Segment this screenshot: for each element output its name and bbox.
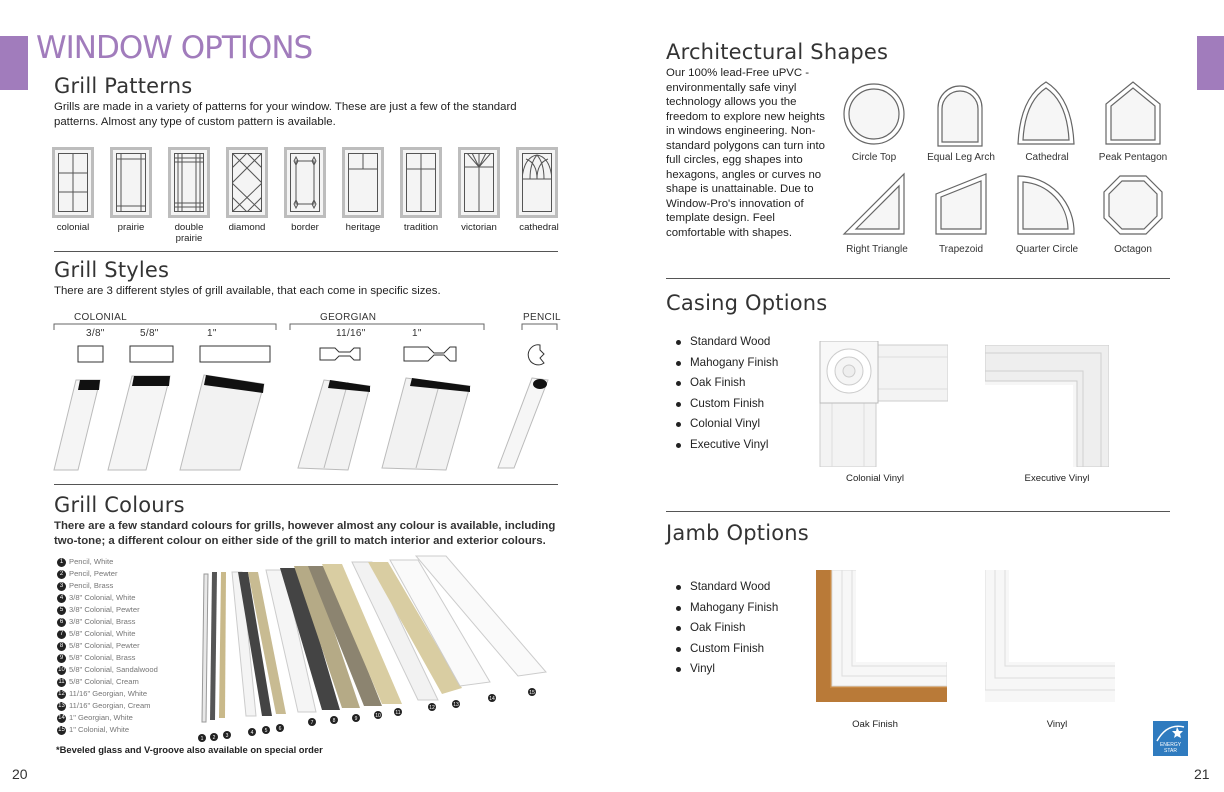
energy-star-logo (1153, 721, 1188, 756)
colour-sample-number: 15 (529, 690, 535, 696)
pencil-group-label: PENCIL (523, 312, 561, 323)
item-number: 14 (58, 714, 65, 721)
item-label: 3/8" Colonial, Brass (69, 617, 136, 626)
item-number: 13 (58, 702, 65, 709)
size-label: 1" (207, 328, 217, 339)
pattern-label: heritage (345, 222, 381, 233)
photo-caption: Colonial Vinyl (846, 473, 904, 484)
colour-sample-number: 10 (375, 713, 381, 719)
item-number: 8 (57, 642, 66, 651)
colour-sample-number: 14 (489, 696, 495, 702)
list-item: Mahogany Finish (674, 598, 778, 619)
item-number: 12 (58, 690, 65, 697)
shape-label: Peak Pentagon (1098, 152, 1168, 163)
colour-sample-number: 13 (453, 702, 459, 708)
colour-list-item (57, 580, 207, 592)
pattern-prairie (110, 147, 152, 218)
item-label: Pencil, Pewter (69, 569, 118, 578)
casing-options-heading: Casing Options (666, 291, 828, 315)
list-item: Oak Finish (674, 618, 778, 639)
colour-list-item (57, 676, 207, 688)
pattern-label: colonial (56, 222, 90, 233)
pattern-label: double prairie (174, 222, 204, 244)
colour-list-item (57, 556, 207, 568)
item-number: 6 (57, 618, 66, 627)
divider (666, 511, 1170, 512)
divider (54, 484, 558, 485)
grill-styles-diagram (52, 318, 562, 473)
grill-styles-description: There are 3 different styles of grill available, that each come in specific sizes. (54, 285, 441, 297)
architectural-shapes-description: Our 100% lead-Free uPVC - environmentally safe vinyl technology allows you the freedom to explore new heights in windows engineering. Non-standard polygons can turn into full circles, egg shapes into hexagons, angles or curves no shape is unattainable. Due to Window-Pro's innovation of template design. Feel comfortable with shapes. (666, 67, 825, 239)
colour-list-item (57, 640, 207, 652)
grill-colours-heading: Grill Colours (54, 493, 185, 517)
list-item: Vinyl (674, 659, 778, 680)
colour-list-item (57, 700, 207, 712)
colour-sample-number: 7 (310, 720, 314, 726)
pattern-border (284, 147, 326, 218)
list-item: Colonial Vinyl (674, 414, 778, 435)
colour-sample-number: 5 (264, 728, 268, 734)
item-number: 9 (57, 654, 66, 663)
page-number-right: 21 (1194, 766, 1210, 782)
colour-sample-number: 12 (429, 705, 435, 711)
list-item: Mahogany Finish (674, 353, 778, 374)
item-label: 1" Colonial, White (69, 725, 130, 734)
shape-label: Octagon (1114, 244, 1152, 255)
size-label: 5/8" (140, 328, 159, 339)
item-label: 1" Georgian, White (69, 713, 133, 722)
shape-label: Equal Leg Arch (927, 152, 995, 163)
item-label: 5/8" Colonial, White (69, 629, 136, 638)
item-label: 5/8" Colonial, Brass (69, 653, 136, 662)
colour-sample-number: 8 (332, 718, 336, 724)
colour-list-item (57, 724, 207, 736)
item-label: Pencil, White (69, 557, 114, 566)
colour-list-item (57, 712, 207, 724)
item-number: 7 (57, 630, 66, 639)
size-label: 3/8" (86, 328, 105, 339)
colour-list-item (57, 592, 207, 604)
colour-list-item (57, 628, 207, 640)
grill-colour-list (57, 556, 207, 736)
list-item: Standard Wood (674, 577, 778, 598)
shape-label: Circle Top (851, 152, 897, 163)
pattern-label: tradition (403, 222, 439, 233)
shape-label: Right Triangle (846, 244, 908, 255)
item-number: 4 (57, 594, 66, 603)
grill-styles-heading: Grill Styles (54, 258, 170, 282)
colour-sample-number: 1 (200, 736, 204, 742)
executive-vinyl-casing-photo (985, 345, 1109, 467)
item-number: 5 (57, 606, 66, 615)
divider (666, 278, 1170, 279)
colour-sample-number: 11 (395, 710, 401, 716)
photo-caption: Oak Finish (852, 719, 898, 730)
colonial-group-label: COLONIAL (74, 312, 127, 323)
item-label: 5/8" Colonial, Cream (69, 677, 139, 686)
pattern-label: cathedral (519, 222, 559, 233)
grill-colour-samples (192, 552, 552, 748)
list-item: Custom Finish (674, 639, 778, 660)
right-accent-tab (1197, 36, 1224, 90)
colour-sample-number: 2 (212, 735, 216, 741)
casing-options-list (674, 332, 778, 455)
shape-label: Cathedral (1025, 152, 1069, 163)
item-label: 5/8" Colonial, Sandalwood (69, 665, 158, 674)
georgian-group-label: GEORGIAN (320, 312, 377, 323)
size-label: 1" (412, 328, 422, 339)
item-label: 11/16" Georgian, White (69, 689, 148, 698)
pattern-heritage (342, 147, 384, 218)
divider (54, 251, 558, 252)
photo-caption: Executive Vinyl (1024, 473, 1090, 484)
pattern-label: prairie (117, 222, 145, 233)
grill-patterns-description: Grills are made in a variety of patterns for your window. These are just a few of the standard patterns. Almost any type of custom pattern is available. (54, 101, 517, 128)
item-label: 3/8" Colonial, Pewter (69, 605, 140, 614)
item-number: 1 (57, 558, 66, 567)
pattern-diamond (226, 147, 268, 218)
colour-sample-number: 6 (278, 726, 282, 732)
grill-colours-description: There are a few standard colours for grills, however almost any colour is available, including two-tone; a different colour on either side of the grill to match interior and exterior colours. (54, 520, 556, 547)
colour-list-item (57, 568, 207, 580)
pattern-victorian (458, 147, 500, 218)
pattern-double-prairie (168, 147, 210, 218)
shape-label: Quarter Circle (1015, 244, 1079, 255)
pattern-cathedral (516, 147, 558, 218)
list-item: Executive Vinyl (674, 435, 778, 456)
pattern-label: border (291, 222, 319, 233)
size-label: 11/16" (336, 328, 366, 339)
energy-star-label: ENERGY STAR (1159, 742, 1182, 754)
architectural-shapes-heading: Architectural Shapes (666, 40, 889, 64)
item-number: 11 (58, 678, 65, 685)
item-number: 3 (57, 582, 66, 591)
colour-sample-number: 4 (250, 730, 254, 736)
item-number: 15 (58, 726, 65, 733)
page-title: WINDOW OPTIONS (36, 30, 313, 66)
list-item: Custom Finish (674, 394, 778, 415)
pattern-label: diamond (228, 222, 266, 233)
list-item: Oak Finish (674, 373, 778, 394)
list-item: Standard Wood (674, 332, 778, 353)
page-number-left: 20 (12, 766, 28, 782)
colour-list-item (57, 688, 207, 700)
colour-list-item (57, 664, 207, 676)
jamb-options-heading: Jamb Options (666, 521, 809, 545)
colonial-vinyl-casing-photo (816, 341, 948, 467)
colour-sample-number: 9 (354, 716, 358, 722)
oak-finish-jamb-photo (816, 570, 947, 702)
left-accent-tab (0, 36, 28, 90)
vinyl-jamb-photo (985, 570, 1115, 702)
item-number: 2 (57, 570, 66, 579)
footnote: *Beveled glass and V-groove also available on special order (56, 744, 323, 755)
shape-label: Trapezoid (938, 244, 984, 255)
colour-sample-number: 3 (225, 733, 229, 739)
item-label: 11/16" Georgian, Cream (69, 701, 151, 710)
colour-list-item (57, 604, 207, 616)
jamb-options-list (674, 577, 778, 680)
photo-caption: Vinyl (1046, 719, 1068, 730)
item-label: Pencil, Brass (69, 581, 114, 590)
colour-list-item (57, 616, 207, 628)
item-label: 5/8" Colonial, Pewter (69, 641, 140, 650)
colour-list-item (57, 652, 207, 664)
pattern-label: victorian (461, 222, 497, 233)
grill-patterns-heading: Grill Patterns (54, 74, 193, 98)
item-number: 10 (58, 666, 65, 673)
pattern-tradition (400, 147, 442, 218)
item-label: 3/8" Colonial, White (69, 593, 136, 602)
pattern-colonial (52, 147, 94, 218)
